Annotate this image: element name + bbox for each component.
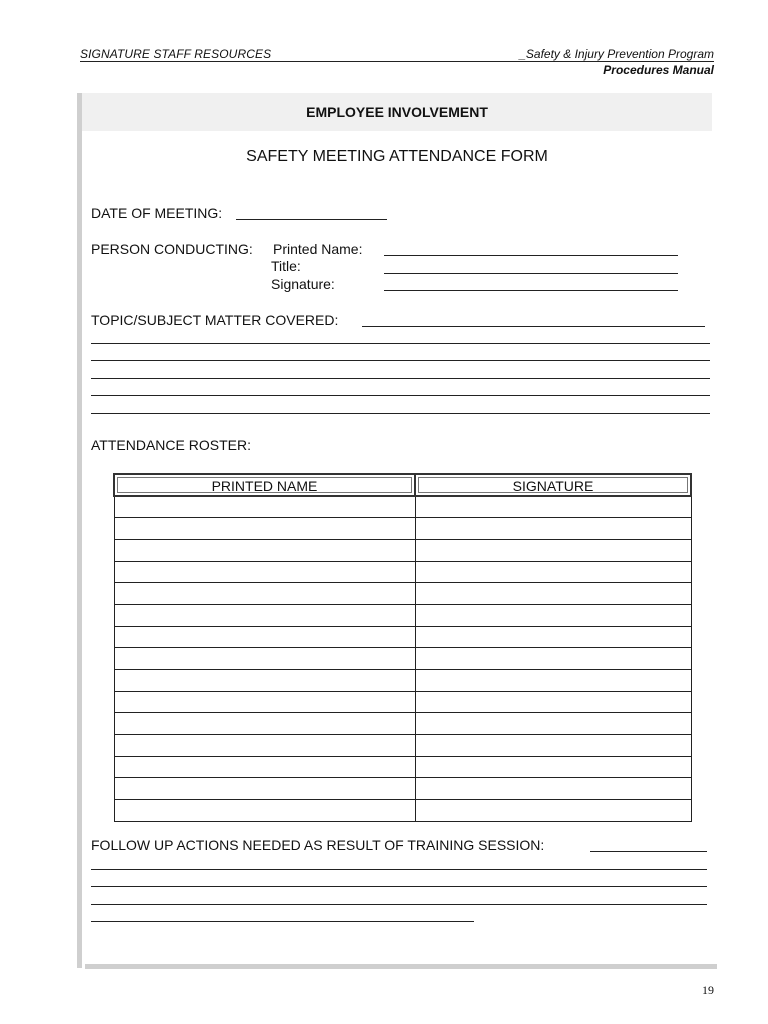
roster-row — [114, 496, 691, 518]
printed-name-cell[interactable] — [114, 604, 415, 626]
signature-label: Signature: — [271, 276, 335, 292]
topic-line[interactable] — [91, 378, 710, 379]
roster-row — [114, 691, 691, 713]
printed-name-cell[interactable] — [114, 583, 415, 605]
signature-cell[interactable] — [415, 561, 691, 583]
printed-name-cell[interactable] — [114, 648, 415, 670]
follow-up-actions-label: FOLLOW UP ACTIONS NEEDED AS RESULT OF TRAINING SESSION: — [91, 837, 545, 853]
roster-row — [114, 735, 691, 757]
signature-field[interactable] — [384, 290, 678, 291]
printed-name-cell[interactable] — [114, 691, 415, 713]
roster-row — [114, 713, 691, 735]
header-subtitle: Procedures Manual — [603, 63, 714, 77]
frame-bottom-border — [85, 964, 717, 969]
signature-cell[interactable] — [415, 670, 691, 692]
roster-row — [114, 800, 691, 822]
signature-cell[interactable] — [415, 713, 691, 735]
topic-field[interactable] — [362, 326, 705, 327]
header-right-text: _Safety & Injury Prevention Program — [519, 47, 714, 61]
printed-name-cell[interactable] — [114, 670, 415, 692]
roster-body — [114, 496, 691, 821]
follow-up-line[interactable] — [91, 904, 707, 905]
printed-name-field[interactable] — [384, 255, 678, 256]
roster-row — [114, 561, 691, 583]
signature-cell[interactable] — [415, 691, 691, 713]
printed-name-cell[interactable] — [114, 735, 415, 757]
date-of-meeting-label: DATE OF MEETING: — [91, 205, 223, 221]
roster-row — [114, 518, 691, 540]
topic-line[interactable] — [91, 395, 710, 396]
roster-row — [114, 670, 691, 692]
roster-row — [114, 778, 691, 800]
date-of-meeting-field[interactable] — [236, 219, 387, 220]
roster-header-row — [114, 474, 691, 496]
printed-name-cell[interactable] — [114, 800, 415, 822]
signature-cell[interactable] — [415, 539, 691, 561]
follow-up-field[interactable] — [590, 851, 707, 852]
printed-name-cell[interactable] — [114, 626, 415, 648]
signature-cell[interactable] — [415, 583, 691, 605]
follow-up-line[interactable] — [91, 869, 707, 870]
topic-line[interactable] — [91, 343, 710, 344]
signature-cell[interactable] — [415, 496, 691, 518]
printed-name-cell[interactable] — [114, 496, 415, 518]
form-title: SAFETY MEETING ATTENDANCE FORM — [246, 148, 548, 165]
printed-name-cell[interactable] — [114, 518, 415, 540]
roster-row — [114, 583, 691, 605]
roster-row — [114, 539, 691, 561]
follow-up-line[interactable] — [91, 921, 474, 922]
printed-name-cell[interactable] — [114, 561, 415, 583]
signature-cell[interactable] — [415, 648, 691, 670]
printed-name-cell[interactable] — [114, 713, 415, 735]
frame-left-border — [77, 93, 82, 968]
attendance-roster-label: ATTENDANCE ROSTER: — [91, 437, 251, 453]
topic-label: TOPIC/SUBJECT MATTER COVERED: — [91, 312, 339, 328]
title-label: Title: — [271, 258, 301, 274]
signature-cell[interactable] — [415, 604, 691, 626]
signature-cell[interactable] — [415, 518, 691, 540]
topic-line[interactable] — [91, 413, 710, 414]
column-header-printed-name: PRINTED NAME — [114, 474, 415, 496]
roster-row — [114, 648, 691, 670]
signature-cell[interactable] — [415, 735, 691, 757]
signature-cell[interactable] — [415, 800, 691, 822]
person-conducting-label: PERSON CONDUCTING: — [91, 241, 253, 257]
roster-row — [114, 604, 691, 626]
follow-up-line[interactable] — [91, 886, 707, 887]
header-left-text: SIGNATURE STAFF RESOURCES — [80, 47, 272, 61]
column-header-signature: SIGNATURE — [415, 474, 691, 496]
printed-name-cell[interactable] — [114, 778, 415, 800]
printed-name-cell[interactable] — [114, 756, 415, 778]
title-field[interactable] — [384, 273, 678, 274]
topic-line[interactable] — [91, 360, 710, 361]
signature-cell[interactable] — [415, 626, 691, 648]
attendance-roster-table — [113, 473, 692, 822]
signature-cell[interactable] — [415, 756, 691, 778]
section-title: EMPLOYEE INVOLVEMENT — [306, 104, 488, 120]
header-rule — [80, 61, 714, 62]
roster-row — [114, 756, 691, 778]
printed-name-cell[interactable] — [114, 539, 415, 561]
printed-name-label: Printed Name: — [273, 241, 363, 257]
signature-cell[interactable] — [415, 778, 691, 800]
roster-row — [114, 626, 691, 648]
page-number: 19 — [702, 983, 714, 997]
